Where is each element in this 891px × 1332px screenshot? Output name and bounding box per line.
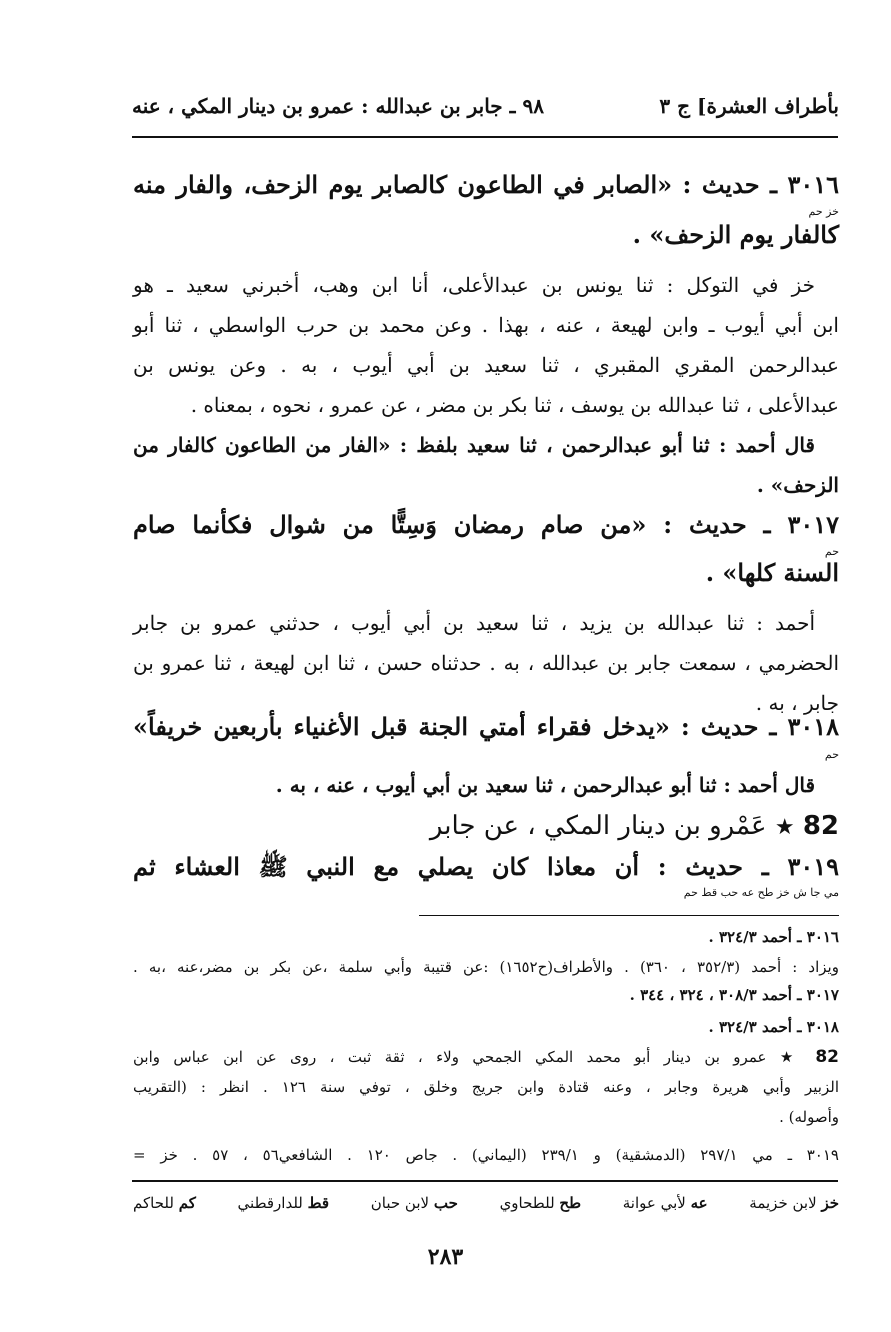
running-header-right: بأطراف العشرة] ج ٣: [659, 94, 839, 118]
hadith-3019-symbols: مي جا ش خز طح عه حب قط حم: [683, 886, 839, 899]
legend-name: لابن خزيمة: [749, 1194, 817, 1212]
legend-item: [133, 1194, 196, 1212]
hadith-3017-symbols: حم: [824, 545, 839, 558]
legend-item: [623, 1194, 708, 1212]
paragraph-3018: قال أحمد : ثنا أبو عبدالرحمن ، ثنا سعيد بن أبي أيوب ، عنه ، به .: [275, 773, 815, 797]
legend-item: [500, 1194, 581, 1212]
running-header-left: ٩٨ ـ جابر بن عبدالله : عمرو بن دينار المكي ، عنه: [132, 94, 544, 118]
legend-name: لابن حبان: [370, 1194, 430, 1212]
legend-rule: [132, 1180, 838, 1182]
hadith-3016-heading-cont: كالفار يوم الزحف» .: [632, 220, 839, 249]
hadith-3019-heading: ٣٠١٩ ـ حديث : أن معاذا كان يصلي مع النبي ﷺ العشاء ثم: [133, 852, 839, 881]
paragraph-3016-line: خز في التوكل : ثنا يونس بن عبدالأعلى، أنا ابن وهب، أخبرني سعيد ـ هو: [133, 273, 815, 297]
section-number: 82: [802, 811, 839, 841]
paragraph-3016-line: عبدالرحمن المقري المقبري ، ثنا سعيد بن أبي أيوب ، به . وعن يونس بن: [133, 353, 839, 377]
paragraph-3016-ahmad-line: الزحف» .: [756, 473, 839, 497]
legend-code: خز: [821, 1194, 839, 1212]
legend-name: للطحاوي: [499, 1194, 555, 1212]
section-82-heading: [430, 806, 839, 848]
header-rule: [132, 136, 838, 138]
paragraph-3016-line: عبدالأعلى ، ثنا عبدالله بن يوسف ، ثنا بكر بن مضر ، عن عمرو ، نحوه ، بمعناه .: [190, 393, 839, 417]
symbol-legend: [133, 1194, 839, 1212]
hadith-3018-symbols: حم: [824, 748, 839, 761]
paragraph-3017-line: أحمد : ثنا عبدالله بن يزيد ، ثنا سعيد بن أبي أيوب ، حدثني عمرو بن جابر: [133, 611, 815, 635]
footnote-line: ٣٠١٨ ـ أحمد ٣٢٤/٣ .: [708, 1018, 839, 1036]
legend-code: طح: [559, 1194, 582, 1212]
legend-item: [749, 1194, 839, 1212]
legend-name: للحاكم: [133, 1194, 174, 1212]
hadith-3017-heading: ٣٠١٧ ـ حديث : «من صام رمضان وَسِتًّا من شوال فكأنما صام: [133, 510, 839, 539]
legend-code: عه: [690, 1194, 708, 1212]
hadith-3017-heading-cont: السنة كلها» .: [705, 558, 839, 587]
hadith-3018-heading: ٣٠١٨ ـ حديث : «يدخل فقراء أمتي الجنة قبل الأغنياء بأربعين خريفاً»: [133, 712, 839, 741]
footnote-line: ٣٠١٧ ـ أحمد ٣٠٨/٣ ، ٣٢٤ ، ٣٤٤ .: [629, 986, 839, 1004]
footnote-line: الزبير وأبي هريرة وجابر ، وعنه قتادة وابن جريج وخلق ، توفي سنة ١٢٦ . انظر : (التقريب: [133, 1078, 839, 1096]
footnote-82-number: 82: [815, 1047, 839, 1067]
footnote-line: ٣٠١٦ ـ أحمد ٣٢٤/٣ .: [708, 928, 839, 946]
legend-item: [371, 1194, 458, 1212]
hadith-3016-heading: ٣٠١٦ ـ حديث : «الصابر في الطاعون كالصابر يوم الزحف، والفار منه: [133, 170, 839, 199]
section-title: عَمْرو بن دينار المكي ، عن جابر: [429, 811, 767, 841]
footnote-82-text: عمرو بن دينار أبو محمد المكي الجمحي ولاء ، ثقة ثبت ، روى عن ابن عباس وابن: [133, 1048, 767, 1066]
legend-code: حب: [433, 1194, 458, 1212]
legend-name: لأبي عوانة: [622, 1194, 686, 1212]
footnote-82-line: [133, 1042, 839, 1072]
star-icon: ★: [774, 815, 795, 840]
paragraph-3016-line: ابن أبي أيوب ـ وابن لهيعة ، عنه ، بهذا . وعن محمد بن حرب الواسطي ، ثنا أبو: [133, 313, 839, 337]
paragraph-3017-line: الحضرمي ، سمعت جابر بن عبدالله ، به . حدثناه حسن ، ثنا ابن لهيعة ، ثنا عمرو بن: [133, 651, 839, 675]
legend-name: للدارقطني: [237, 1194, 303, 1212]
footnote-line: ويزاد : أحمد (٣٥٢/٣ ، ٣٦٠) . والأطراف(ح١٦٥٢) :عن قتيبة وأبي سلمة ،عن بكر بن مضر،عنه ،به .: [133, 958, 839, 976]
hadith-3016-symbols: خز حم: [808, 205, 839, 218]
paragraph-3017-line: جابر ، به .: [755, 691, 839, 715]
legend-code: قط: [307, 1194, 330, 1212]
legend-code: كم: [178, 1194, 196, 1212]
footnote-separator: [419, 915, 839, 916]
paragraph-3016-ahmad-line: قال أحمد : ثنا أبو عبدالرحمن ، ثنا سعيد بلفظ : «الفار من الطاعون كالفار من: [133, 433, 815, 457]
star-icon: ★: [779, 1048, 802, 1066]
footnote-line: وأصوله) .: [779, 1108, 839, 1126]
footnote-line: ٣٠١٩ ـ مي ٢٩٧/١ (الدمشقية) و ٢٣٩/١ (اليماني) . جاص ١٢٠ . الشافعي٥٦ ، ٥٧ . خز =: [133, 1146, 839, 1164]
page-number: ٢٨٣: [427, 1244, 464, 1270]
legend-item: [238, 1194, 330, 1212]
